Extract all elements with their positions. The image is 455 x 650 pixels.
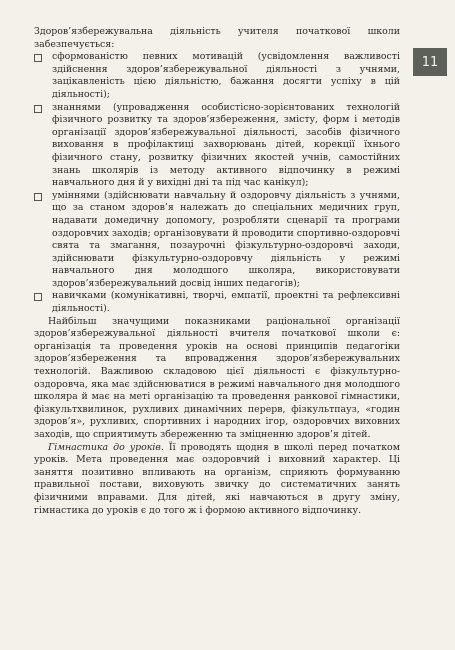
bullet-term: уміннями [52,189,100,201]
gymnastics-text: Її проводять щодня в школі перед початком уроків. Мета проведення має оздоровчий і виховний характер. Ці заняття позитивно впливають на організм, сприяють формуванню правильної постави, виховують звичку до систематичних занять фізичними вправами. Для дітей, які навчаються в другу зміну, гімнастика до уроків є до того ж і формою активного відпочинку. [34,441,400,516]
bullet-term: знаннями [52,101,101,113]
list-item [34,51,400,101]
page-number: 11 [413,48,447,76]
list-item [34,290,400,315]
page-content [34,26,400,517]
square-bullet-icon [34,293,42,301]
list-item [34,190,400,291]
bullet-text: певних мотивацій (усвідомлення важливості здійснення здоров’язбережувальної діяльності з учнями, зацікавленість цією діяльністю, бажання досягти успіху в цій діяльності); [52,51,400,100]
body-paragraph: Найбільш значущими показниками раціональної організації здоров’язбережувальної діяльності вчителя початкової школи є: організація та проведення уроків на основі принципів педагогіки здоров’язбереження та впровадження здоров’язбережувальних технологій. Важливою складовою цієї діяльності є фізкультурно-оздоровча, яка має здійснюватися в режимі навчального дня молодшого школяра й має на меті організацію та проведення ранкової гімнастики, фізкультхвилинок, рухливих динамічних перерв, фізкультпауз, «годин здоров’я», рухливих, спортивних і народних ігор, оздоровчих виховних заходів, що сприятимуть збереженню та зміцненню здоров’я дітей. [34,315,400,440]
bullet-text: (упровадження особистісно-зорієнтованих технологій фізичного розвитку та здоров’язбереження, змісту, форм і методів організації здоров’язбережувальної діяльності, засобів фізичного виховання в профілактиці захворювань дітей, корекції їхнього фізичного стану, розвитку фізичних якостей учнів, самостійних знань школярів із методу активного відпочинку в режимі навчального дня й у вихідні дні та під час канікул); [52,101,401,189]
bullet-term: сформованістю [52,51,128,63]
bullet-text: (здійснювати навчальну й оздоровчу діяльність з учнями, що за станом здоров’я належать до спеціальних медичних груп, надавати домедичну допомогу, розробляти сценарії та програми оздоровчих заходів; організовувати й проводити спортивно-оздоровчі свята та змагання, позаурочні фізкультурно-оздоровчі заходи, здійснювати фізкультурно-оздоровчу діяльність у режимі навчального дня молодшого школяра, використовувати здоров’язбережувальний досвід інших педагогів); [52,189,401,289]
bullet-term: навичками [52,290,107,302]
square-bullet-icon [34,193,42,201]
intro-text: Здоров’язбережувальна діяльність учителя початкової школи забезпечується: [34,26,400,50]
bullet-list [34,51,400,315]
bullet-text: (комунікативні, творчі, емпатії, проектні та рефлексивні діяльності). [52,290,401,315]
square-bullet-icon [34,105,42,113]
gymnastics-title: Гімнастика до уроків. [48,441,164,453]
list-item [34,102,400,190]
gymnastics-paragraph [34,442,400,518]
square-bullet-icon [34,54,42,62]
